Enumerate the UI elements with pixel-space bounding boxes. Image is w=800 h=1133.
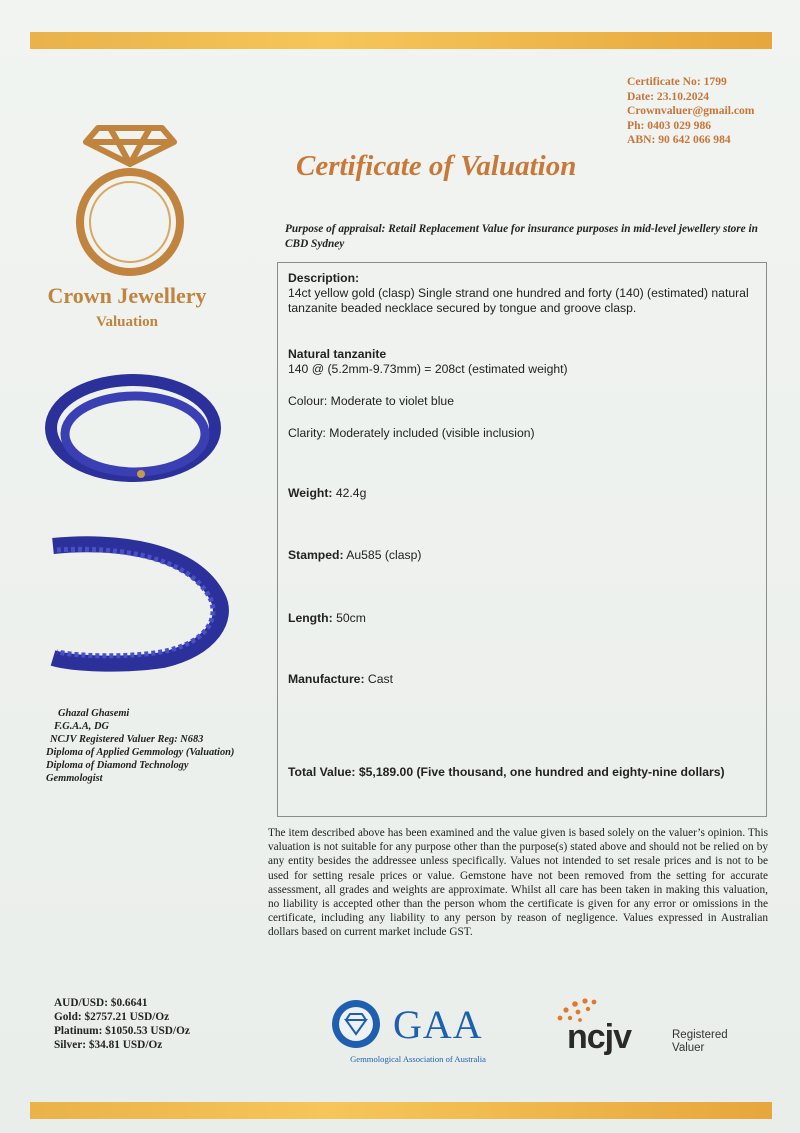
metal-rates [54,996,254,1052]
ncjv-logo-text: ncjv [567,1018,632,1056]
length-label: Length: [288,611,333,625]
valuer-credentials: F.G.A.A, DG [54,721,109,732]
brand-name: Crown Jewellery [47,283,207,308]
length-value: 50cm [332,611,366,625]
length-field [288,611,758,626]
valuer-registration: NCJV Registered Valuer Reg: N683 [50,734,204,745]
clarity-field: Clarity: Moderately included (visible inclusion) [288,426,535,440]
purpose-of-appraisal: Purpose of appraisal: Retail Replacement Value for insurance purposes in mid-level jewellery store in CBD Sydney [285,223,758,250]
top-gold-bar [30,32,772,49]
stone-label: Natural tanzanite [288,347,387,361]
rate-silver: Silver: $34.81 USD/Oz [54,1039,163,1051]
gaa-logo-subtitle: Gemmological Association of Australia [350,1054,486,1064]
valuer-name: Ghazal Ghasemi [58,708,130,719]
weight-value: 42.4g [332,486,367,500]
manufacture-field [288,672,758,687]
brand-subtitle: Valuation [96,314,158,330]
rate-aud-usd: AUD/USD: $0.6641 [54,997,148,1009]
certificate-abn: ABN: 90 642 066 984 [627,133,731,147]
certificate-phone: Ph: 0403 029 986 [627,118,712,132]
stone-block [288,347,758,377]
disclaimer-text: The item described above has been examined and the value given is based solely on the valuer’s opinion. This valuation is not suitable for any purpose other than the purpose(s) stated above and should not be relied on by any entity besides the addressee unless specifically. Values not intended to set resale prices and is not to be used for setting resale prices or value. Gemstone have not been removed from the setting for accurate assessment, all grades and weights are approximate. Whilst all care has been taken in making this valuation, no liability is accepted other than the person whom the certificate is given for any error or omissions in the certificate, including any liability to any person by reason of negligence. Values expressed in Australian dollars based on current market include GST. [268,827,768,939]
stamped-value: Au585 (clasp) [343,548,422,562]
stone-text: 140 @ (5.2mm-9.73mm) = 208ct (estimated weight) [288,362,568,376]
valuer-diploma-2: Diploma of Diamond Technology [46,760,189,771]
certificate-date: Date: 23.10.2024 [627,89,710,103]
crown-ring-icon [60,110,200,280]
manufacture-value: Cast [364,672,393,686]
rate-gold: Gold: $2757.21 USD/Oz [54,1011,170,1023]
colour-field: Colour: Moderate to violet blue [288,394,454,408]
bottom-gold-bar [30,1102,772,1119]
ncjv-registered: Registered [672,1029,728,1041]
certificate-number: Certificate No: 1799 [627,75,727,88]
manufacture-label: Manufacture: [288,672,365,686]
page-title: Certificate of Valuation [296,150,577,182]
stamped-label: Stamped: [288,548,344,562]
description-block [288,271,758,316]
weight-field [288,486,758,501]
ncjv-valuer: Valuer [672,1041,705,1054]
necklace-photo [43,368,243,688]
valuer-details [40,707,280,785]
certificate-email: Crownvaluer@gmail.com [627,104,755,118]
valuer-diploma-1: Diploma of Applied Gemmology (Valuation) [46,747,235,758]
details-box [277,262,767,817]
ncjv-registered-valuer [672,1029,728,1054]
gaa-logo-text: GAA [393,1002,483,1047]
stamped-field [288,548,758,563]
description-text: 14ct yellow gold (clasp) Single strand one hundred and forty (140) (estimated) natural tanzanite beaded necklace secured by tongue and groove clasp. [288,286,749,315]
weight-label: Weight: [288,486,333,500]
certificate-info [627,75,797,148]
rate-platinum: Platinum: $1050.53 USD/Oz [54,1025,190,1037]
description-label: Description: [288,271,360,285]
valuer-title: Gemmologist [46,773,103,784]
total-value: Total Value: $5,189.00 (Five thousand, one hundred and eighty-nine dollars) [288,765,725,779]
